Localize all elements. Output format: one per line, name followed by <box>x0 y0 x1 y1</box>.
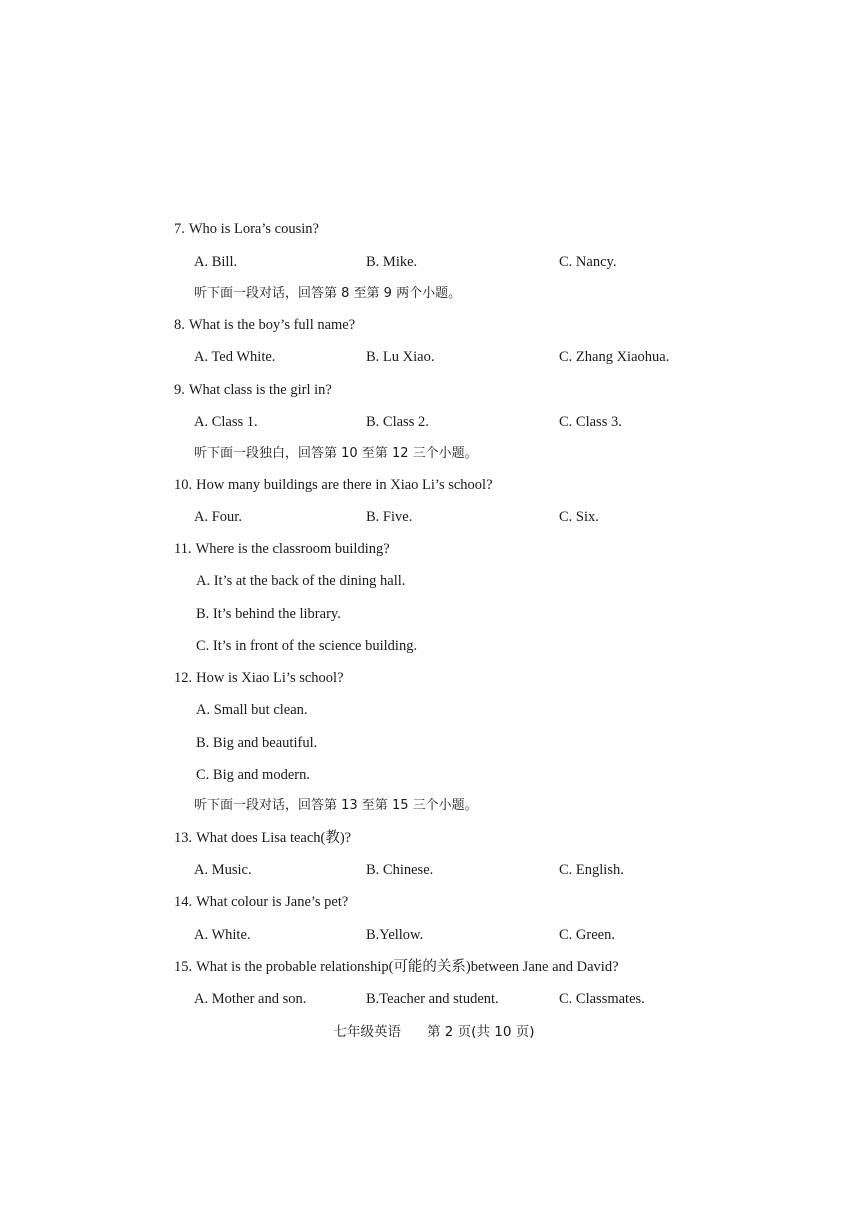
option-a: A. It’s at the back of the dining hall. <box>196 573 406 589</box>
question-text: Who is Lora’s cousin? <box>188 221 319 237</box>
option-c: C. Class 3. <box>559 414 622 430</box>
option-b: B. Chinese. <box>366 862 434 878</box>
option-a: A. Ted White. <box>194 349 276 365</box>
question-number: 7. <box>174 221 185 237</box>
question-text: What is the boy’s full name? <box>188 317 356 333</box>
option-b: B. Mike. <box>366 254 418 270</box>
question-15 <box>174 958 619 976</box>
option-b: B. Five. <box>366 509 413 525</box>
option-b: B.Teacher and student. <box>366 991 499 1007</box>
question-text: How many buildings are there in Xiao Li’s school? <box>196 477 493 493</box>
question-text: What class is the girl in? <box>188 382 332 398</box>
option-c: C. Zhang Xiaohua. <box>559 349 670 365</box>
footer-subject: 七年级英语 <box>333 1024 402 1040</box>
options-7 <box>0 253 868 271</box>
question-10 <box>174 476 493 494</box>
question-number: 8. <box>174 317 185 333</box>
question-number: 12. <box>174 670 193 686</box>
options-14 <box>0 926 868 944</box>
question-number: 14. <box>174 894 193 910</box>
question-12 <box>174 669 344 687</box>
option-b: B. Class 2. <box>366 414 429 430</box>
option-c: C. Classmates. <box>559 991 645 1007</box>
question-text: How is Xiao Li’s school? <box>196 670 344 686</box>
options-13 <box>0 861 868 879</box>
option-a: A. Small but clean. <box>196 702 308 718</box>
option-a: A. White. <box>194 927 251 943</box>
option-c: C. Green. <box>559 927 615 943</box>
question-text: What is the probable relationship(可能的关系)between Jane and David? <box>196 959 619 975</box>
question-text: Where is the classroom building? <box>195 541 390 557</box>
option-c: C. It’s in front of the science building. <box>196 638 418 654</box>
options-9 <box>0 413 868 431</box>
option-b: B. Lu Xiao. <box>366 349 435 365</box>
option-c: C. Six. <box>559 509 599 525</box>
option-c: C. English. <box>559 862 624 878</box>
footer-page-number: 第 2 页(共 10 页) <box>427 1024 535 1040</box>
question-9 <box>174 381 332 399</box>
option-b: B. It’s behind the library. <box>196 606 341 622</box>
option-c: C. Nancy. <box>559 254 617 270</box>
instruction-10-12: 听下面一段独白，回答第 10 至第 12 三个小题。 <box>194 446 478 461</box>
page-footer <box>0 1023 868 1041</box>
instruction-8-9: 听下面一段对话，回答第 8 至第 9 两个小题。 <box>194 286 462 301</box>
question-8 <box>174 316 355 334</box>
option-a: A. Four. <box>194 509 242 525</box>
question-number: 15. <box>174 959 193 975</box>
question-13 <box>174 829 351 847</box>
options-8 <box>0 348 868 366</box>
question-text: What colour is Jane’s pet? <box>196 894 349 910</box>
question-number: 10. <box>174 477 193 493</box>
option-a: A. Mother and son. <box>194 991 307 1007</box>
option-b: B.Yellow. <box>366 927 424 943</box>
question-7 <box>174 220 319 238</box>
question-14 <box>174 893 348 911</box>
question-text: What does Lisa teach(教)? <box>196 830 352 846</box>
question-number: 11. <box>174 541 192 557</box>
option-a: A. Music. <box>194 862 252 878</box>
options-10 <box>0 508 868 526</box>
instruction-13-15: 听下面一段对话，回答第 13 至第 15 三个小题。 <box>194 798 478 813</box>
option-a: A. Class 1. <box>194 414 258 430</box>
question-number: 13. <box>174 830 193 846</box>
option-a: A. Bill. <box>194 254 238 270</box>
option-c: C. Big and modern. <box>196 767 310 783</box>
option-b: B. Big and beautiful. <box>196 735 318 751</box>
question-number: 9. <box>174 382 185 398</box>
options-15 <box>0 990 868 1008</box>
question-11 <box>174 540 390 558</box>
